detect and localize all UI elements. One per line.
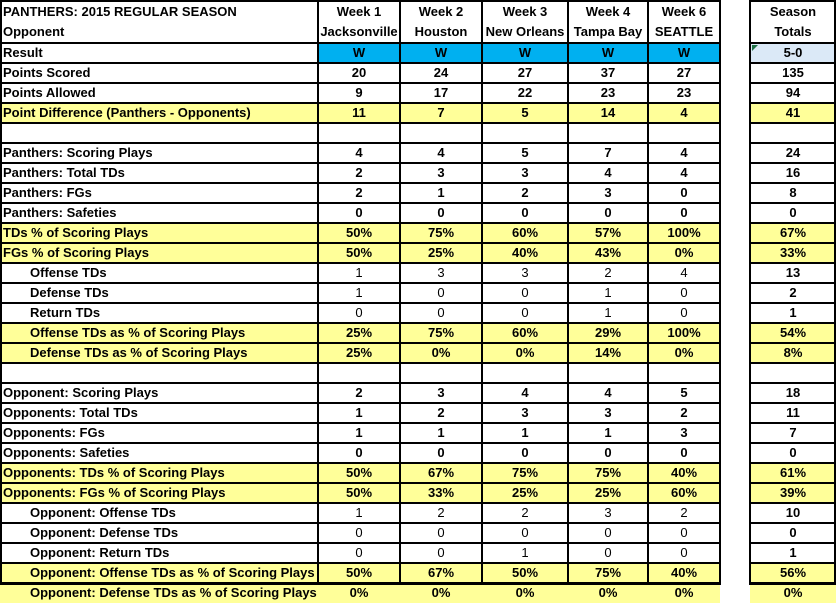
data-cell: 0% bbox=[431, 345, 451, 360]
grid-line bbox=[750, 262, 836, 264]
grid-line bbox=[749, 0, 751, 585]
data-cell: 0 bbox=[437, 445, 445, 460]
grid-line bbox=[750, 382, 836, 384]
data-cell: 40% bbox=[511, 245, 539, 260]
grid-line bbox=[750, 362, 836, 364]
data-cell: 0 bbox=[437, 545, 445, 560]
grid-line bbox=[750, 202, 836, 204]
data-cell: 0 bbox=[437, 205, 445, 220]
grid-line bbox=[750, 322, 836, 324]
data-cell: 0 bbox=[355, 305, 363, 320]
data-cell: 50% bbox=[345, 465, 373, 480]
data-cell: 1 bbox=[604, 425, 612, 440]
total-cell: 1 bbox=[789, 305, 797, 320]
grid-line bbox=[0, 202, 720, 204]
data-cell: 5 bbox=[521, 105, 529, 120]
grid-line bbox=[0, 462, 720, 464]
grid-line bbox=[0, 342, 720, 344]
data-cell: 57% bbox=[594, 225, 622, 240]
grid-line bbox=[647, 0, 649, 585]
data-cell: 0% bbox=[515, 345, 535, 360]
row-label: Offense TDs as % of Scoring Plays bbox=[30, 325, 246, 340]
grid-line bbox=[0, 302, 720, 304]
data-cell: 23 bbox=[676, 85, 692, 100]
row-label: Opponent: Scoring Plays bbox=[3, 385, 159, 400]
grid-line bbox=[750, 182, 836, 184]
total-cell: 10 bbox=[785, 505, 801, 520]
data-cell: 0 bbox=[521, 525, 529, 540]
data-cell: 0 bbox=[680, 305, 688, 320]
grid-line bbox=[0, 162, 720, 164]
grid-line bbox=[750, 222, 836, 224]
data-cell: 0% bbox=[598, 585, 618, 600]
data-cell: 0 bbox=[604, 545, 612, 560]
data-cell: 0 bbox=[355, 445, 363, 460]
total-cell: 1 bbox=[789, 545, 797, 560]
data-cell: 3 bbox=[604, 505, 612, 520]
data-cell: 50% bbox=[345, 485, 373, 500]
grid-line bbox=[567, 0, 569, 585]
data-cell: 50% bbox=[345, 245, 373, 260]
total-cell: 0 bbox=[789, 525, 797, 540]
data-cell: 29% bbox=[594, 325, 622, 340]
data-cell: W bbox=[352, 45, 366, 60]
data-cell: 2 bbox=[680, 505, 688, 520]
totals-label: Totals bbox=[774, 24, 812, 39]
total-cell: 67% bbox=[779, 225, 807, 240]
data-cell: 0% bbox=[431, 585, 451, 600]
data-cell: 1 bbox=[355, 285, 363, 300]
grid-line bbox=[0, 0, 2, 585]
data-cell: 4 bbox=[521, 385, 529, 400]
row-label: Points Allowed bbox=[3, 85, 96, 100]
grid-line bbox=[0, 382, 720, 384]
data-cell: 3 bbox=[680, 425, 688, 440]
data-cell: 17 bbox=[433, 85, 449, 100]
data-cell: 75% bbox=[427, 225, 455, 240]
data-cell: 60% bbox=[511, 325, 539, 340]
data-cell: 0 bbox=[437, 285, 445, 300]
data-cell: 33% bbox=[427, 485, 455, 500]
grid-line bbox=[750, 142, 836, 144]
grid-line bbox=[750, 502, 836, 504]
data-cell: 0 bbox=[680, 545, 688, 560]
data-cell: 40% bbox=[670, 565, 698, 580]
total-cell: 56% bbox=[779, 565, 807, 580]
data-cell: 75% bbox=[511, 465, 539, 480]
data-cell: 3 bbox=[604, 405, 612, 420]
data-cell: 1 bbox=[521, 545, 529, 560]
data-cell: 5 bbox=[521, 145, 529, 160]
opponent-name: Jacksonville bbox=[320, 24, 398, 39]
grid-line bbox=[750, 422, 836, 424]
row-label: Opponents: Safeties bbox=[3, 445, 130, 460]
data-cell: 1 bbox=[437, 185, 445, 200]
grid-line bbox=[0, 242, 720, 244]
data-cell: 0 bbox=[355, 545, 363, 560]
grid-line bbox=[0, 82, 720, 84]
data-cell: 1 bbox=[355, 405, 363, 420]
data-cell: 2 bbox=[437, 405, 445, 420]
row-label: TDs % of Scoring Plays bbox=[3, 225, 149, 240]
data-cell: 0% bbox=[674, 345, 694, 360]
data-cell: 0 bbox=[521, 205, 529, 220]
grid-line bbox=[0, 142, 720, 144]
grid-line bbox=[0, 42, 720, 44]
total-cell: 11 bbox=[786, 405, 800, 420]
data-cell: 11 bbox=[352, 105, 366, 120]
grid-line bbox=[0, 0, 720, 2]
grid-line bbox=[0, 102, 720, 104]
data-cell: 50% bbox=[511, 565, 539, 580]
data-cell: 60% bbox=[670, 485, 698, 500]
data-cell: 2 bbox=[355, 165, 363, 180]
data-cell: 75% bbox=[594, 565, 622, 580]
grid-line bbox=[0, 422, 720, 424]
data-cell: 1 bbox=[355, 425, 363, 440]
data-cell: 67% bbox=[427, 565, 455, 580]
row-label: Return TDs bbox=[30, 305, 101, 320]
data-cell: 27 bbox=[676, 65, 692, 80]
grid-line bbox=[0, 522, 720, 524]
data-cell: 2 bbox=[355, 385, 363, 400]
grid-line bbox=[750, 542, 836, 544]
data-cell: 2 bbox=[680, 405, 688, 420]
data-cell: 67% bbox=[427, 465, 455, 480]
data-cell: 0% bbox=[674, 585, 694, 600]
data-cell: 0 bbox=[680, 205, 688, 220]
data-cell: 3 bbox=[437, 265, 445, 280]
row-label: Panthers: Safeties bbox=[3, 205, 117, 220]
total-cell: 2 bbox=[789, 285, 797, 300]
data-cell: 50% bbox=[345, 225, 373, 240]
data-cell: 4 bbox=[680, 265, 688, 280]
grid-line bbox=[750, 102, 836, 104]
grid-line bbox=[750, 242, 836, 244]
data-cell: 100% bbox=[667, 325, 701, 340]
grid-line bbox=[0, 362, 720, 364]
grid-line bbox=[0, 402, 720, 404]
data-cell: 4 bbox=[355, 145, 363, 160]
data-cell: W bbox=[677, 45, 691, 60]
data-cell: 50% bbox=[345, 565, 373, 580]
data-cell: 3 bbox=[521, 405, 529, 420]
grid-line bbox=[750, 562, 836, 564]
row-label: Panthers: FGs bbox=[3, 185, 92, 200]
data-cell: W bbox=[601, 45, 615, 60]
row-label: Opponent: Defense TDs as % of Scoring Plays bbox=[30, 585, 317, 600]
data-cell: 0 bbox=[680, 525, 688, 540]
week-label: Week 3 bbox=[502, 4, 548, 19]
grid-line bbox=[0, 222, 720, 224]
grid-line bbox=[0, 322, 720, 324]
data-cell: 0 bbox=[437, 305, 445, 320]
data-cell: 0 bbox=[604, 525, 612, 540]
data-cell: 22 bbox=[517, 85, 533, 100]
grid-line bbox=[0, 482, 720, 484]
data-cell: 4 bbox=[604, 165, 612, 180]
data-cell: 25% bbox=[345, 325, 373, 340]
row-label: Defense TDs bbox=[30, 285, 109, 300]
grid-line bbox=[0, 282, 720, 284]
data-cell: 40% bbox=[670, 465, 698, 480]
row-label: Opponent: Offense TDs as % of Scoring Plays bbox=[30, 565, 315, 580]
data-cell: 0 bbox=[680, 185, 688, 200]
grid-line bbox=[750, 82, 836, 84]
total-cell: 39% bbox=[779, 485, 807, 500]
data-cell: 23 bbox=[600, 85, 616, 100]
row-label: Opponents: FGs bbox=[3, 425, 105, 440]
data-cell: 0% bbox=[515, 585, 535, 600]
data-cell: 75% bbox=[427, 325, 455, 340]
data-cell: 2 bbox=[604, 265, 612, 280]
header-subtitle: Opponent bbox=[3, 24, 65, 39]
opponent-name: New Orleans bbox=[485, 24, 565, 39]
grid-line bbox=[750, 442, 836, 444]
data-cell: 7 bbox=[437, 105, 445, 120]
grid-line bbox=[317, 0, 319, 585]
total-cell: 0% bbox=[783, 585, 803, 600]
grid-line bbox=[750, 122, 836, 124]
grid-line bbox=[750, 342, 836, 344]
data-cell: 0 bbox=[437, 525, 445, 540]
data-cell: 1 bbox=[437, 425, 445, 440]
data-cell: 0 bbox=[355, 525, 363, 540]
data-cell: 0 bbox=[604, 445, 612, 460]
header-title: PANTHERS: 2015 REGULAR SEASON bbox=[3, 4, 237, 19]
data-cell: 0 bbox=[355, 205, 363, 220]
data-cell: 0 bbox=[521, 305, 529, 320]
row-label: Opponents: FGs % of Scoring Plays bbox=[3, 485, 226, 500]
data-cell: 1 bbox=[355, 505, 363, 520]
data-cell: W bbox=[518, 45, 532, 60]
total-cell: 135 bbox=[782, 65, 804, 80]
week-label: Week 1 bbox=[336, 4, 382, 19]
row-label: Opponent: Defense TDs bbox=[30, 525, 179, 540]
grid-line bbox=[0, 122, 720, 124]
row-label: Offense TDs bbox=[30, 265, 107, 280]
data-cell: 4 bbox=[680, 105, 688, 120]
data-cell: 2 bbox=[437, 505, 445, 520]
data-cell: 25% bbox=[594, 485, 622, 500]
data-cell: 60% bbox=[511, 225, 539, 240]
grid-line bbox=[750, 522, 836, 524]
grid-line bbox=[0, 62, 720, 64]
data-cell: 7 bbox=[604, 145, 612, 160]
row-label: Point Difference (Panthers - Opponents) bbox=[3, 105, 251, 120]
row-label: Panthers: Scoring Plays bbox=[3, 145, 153, 160]
grid-line bbox=[0, 182, 720, 184]
data-cell: 14 bbox=[600, 105, 616, 120]
opponent-name: Tampa Bay bbox=[573, 24, 643, 39]
data-cell: 3 bbox=[437, 165, 445, 180]
grid-line bbox=[750, 482, 836, 484]
grid-line bbox=[0, 502, 720, 504]
data-cell: 100% bbox=[667, 225, 701, 240]
total-cell: 13 bbox=[785, 265, 801, 280]
grid-line bbox=[750, 0, 836, 2]
data-cell: 0% bbox=[674, 245, 694, 260]
total-cell: 8% bbox=[783, 345, 803, 360]
total-cell: 7 bbox=[789, 425, 797, 440]
data-cell: 2 bbox=[355, 185, 363, 200]
week-label: Week 4 bbox=[585, 4, 631, 19]
row-label: Panthers: Total TDs bbox=[3, 165, 125, 180]
data-cell: 3 bbox=[521, 265, 529, 280]
total-cell: 16 bbox=[785, 165, 801, 180]
data-cell: 25% bbox=[427, 245, 455, 260]
total-cell: 54% bbox=[779, 325, 807, 340]
grid-line bbox=[750, 402, 836, 404]
row-label: Opponent: Return TDs bbox=[30, 545, 170, 560]
opponent-name: Houston bbox=[414, 24, 468, 39]
grid-line bbox=[750, 42, 836, 44]
data-cell: 43% bbox=[594, 245, 622, 260]
data-cell: 9 bbox=[355, 85, 363, 100]
data-cell: 0 bbox=[521, 445, 529, 460]
data-cell: 5 bbox=[680, 385, 688, 400]
data-cell: 3 bbox=[521, 165, 529, 180]
grid-line bbox=[0, 542, 720, 544]
total-cell: 18 bbox=[785, 385, 801, 400]
total-cell: 41 bbox=[785, 105, 801, 120]
data-cell: 4 bbox=[680, 165, 688, 180]
data-cell: 1 bbox=[604, 305, 612, 320]
row-label: Opponent: Offense TDs bbox=[30, 505, 176, 520]
data-cell: 1 bbox=[604, 285, 612, 300]
grid-line bbox=[750, 462, 836, 464]
total-cell: 94 bbox=[785, 85, 801, 100]
total-cell: 33% bbox=[779, 245, 807, 260]
total-cell: 0 bbox=[789, 205, 797, 220]
data-cell: 4 bbox=[437, 145, 445, 160]
data-cell: 0 bbox=[680, 445, 688, 460]
grid-line bbox=[0, 562, 720, 564]
week-label: Week 6 bbox=[661, 4, 707, 19]
data-cell: 4 bbox=[680, 145, 688, 160]
row-label: Defense TDs as % of Scoring Plays bbox=[30, 345, 248, 360]
data-cell: 75% bbox=[594, 465, 622, 480]
data-cell: 3 bbox=[437, 385, 445, 400]
data-cell: 2 bbox=[521, 505, 529, 520]
grid-line bbox=[481, 0, 483, 585]
data-cell: 2 bbox=[521, 185, 529, 200]
total-cell: 0 bbox=[789, 445, 797, 460]
data-cell: 0% bbox=[349, 585, 369, 600]
data-cell: 25% bbox=[511, 485, 539, 500]
data-cell: 0 bbox=[521, 285, 529, 300]
week-label: Week 2 bbox=[418, 4, 464, 19]
data-cell: 25% bbox=[345, 345, 373, 360]
data-cell: 0 bbox=[680, 285, 688, 300]
grid-line bbox=[750, 302, 836, 304]
total-cell: 8 bbox=[789, 185, 797, 200]
grid-line bbox=[750, 62, 836, 64]
total-cell: 24 bbox=[785, 145, 801, 160]
row-label: FGs % of Scoring Plays bbox=[3, 245, 149, 260]
grid-line bbox=[0, 442, 720, 444]
data-cell: 37 bbox=[600, 65, 616, 80]
total-cell: 61% bbox=[779, 465, 807, 480]
row-label: Opponents: Total TDs bbox=[3, 405, 138, 420]
row-label: Points Scored bbox=[3, 65, 91, 80]
data-cell: 27 bbox=[517, 65, 533, 80]
grid-line bbox=[750, 282, 836, 284]
grid-line bbox=[750, 162, 836, 164]
data-cell: 0 bbox=[604, 205, 612, 220]
grid-line bbox=[399, 0, 401, 585]
grid-line bbox=[719, 0, 721, 585]
data-cell: 20 bbox=[351, 65, 367, 80]
data-cell: 1 bbox=[521, 425, 529, 440]
total-cell: 5-0 bbox=[783, 45, 803, 60]
data-cell: 3 bbox=[604, 185, 612, 200]
data-cell: 24 bbox=[433, 65, 449, 80]
row-label: Opponents: TDs % of Scoring Plays bbox=[3, 465, 225, 480]
row-label: Result bbox=[3, 45, 43, 60]
data-cell: 14% bbox=[594, 345, 622, 360]
grid-line bbox=[0, 262, 720, 264]
season-label: Season bbox=[769, 4, 817, 19]
data-cell: 1 bbox=[355, 265, 363, 280]
data-cell: 4 bbox=[604, 385, 612, 400]
data-cell: W bbox=[434, 45, 448, 60]
opponent-name: SEATTLE bbox=[654, 24, 714, 39]
